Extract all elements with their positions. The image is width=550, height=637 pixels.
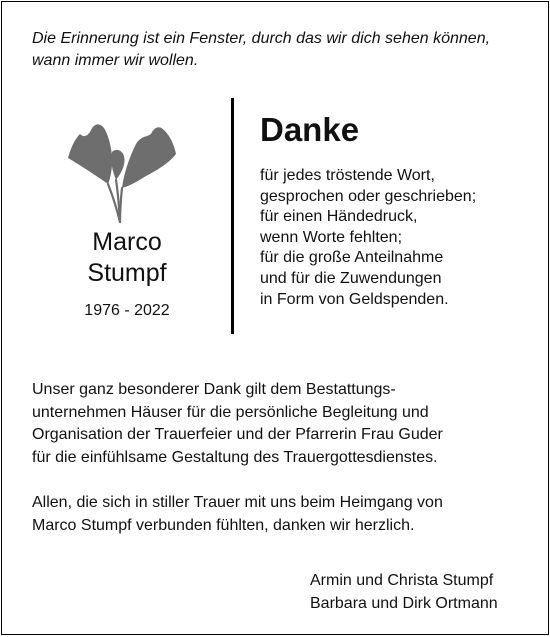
first-name: Marco [92, 228, 162, 256]
last-name: Stumpf [87, 259, 167, 287]
paragraph-line: unternehmen Häuser für die persönliche Begleitung und [32, 403, 429, 421]
ginkgo-leaf-icon [64, 110, 180, 226]
thanks-line: für jedes tröstende Wort, [260, 167, 435, 184]
thanks-line: wenn Worte fehlten; [260, 228, 403, 246]
paragraph-line: Allen, die sich in stiller Trauer mit uns beim Heimgang von [32, 494, 443, 511]
thanks-line: für einen Händedruck, [260, 208, 418, 226]
paragraph-line: für die einfühlsame Gestaltung des Trauergottesdienstes. [32, 448, 438, 466]
paragraph-line: Organisation der Trauerfeier und der Pfarrerin Frau Guder [32, 426, 443, 443]
quote-line: Die Erinnerung ist ein Fenster, durch das wir dich sehen können, [32, 30, 491, 47]
closing-paragraph [32, 492, 532, 537]
obituary-card [1, 1, 549, 635]
thanks-line: für die große Anteilnahme [260, 249, 444, 267]
signature-line: Armin und Christa Stumpf [310, 572, 494, 589]
deceased-name [42, 227, 212, 289]
signatures [310, 570, 530, 615]
thanks-text [260, 166, 530, 310]
life-years: 1976 - 2022 [84, 302, 170, 319]
thanks-line: in Form von Geldspenden. [260, 290, 449, 308]
acknowledgement-paragraph [32, 379, 532, 469]
memorial-quote [32, 28, 532, 72]
thanks-line: gesprochen oder geschrieben; [260, 187, 477, 205]
signature-line: Barbara und Dirk Ortmann [310, 594, 498, 612]
quote-line: wann immer wir wollen. [32, 52, 199, 69]
paragraph-line: Unser ganz besonderer Dank gilt dem Bestattungs- [32, 381, 396, 398]
vertical-divider [231, 98, 234, 334]
thanks-line: und für die Zuwendungen [260, 269, 442, 287]
paragraph-line: Marco Stumpf verbunden fühlten, danken wir herzlich. [32, 516, 415, 534]
thanks-title: Danke [260, 111, 360, 148]
